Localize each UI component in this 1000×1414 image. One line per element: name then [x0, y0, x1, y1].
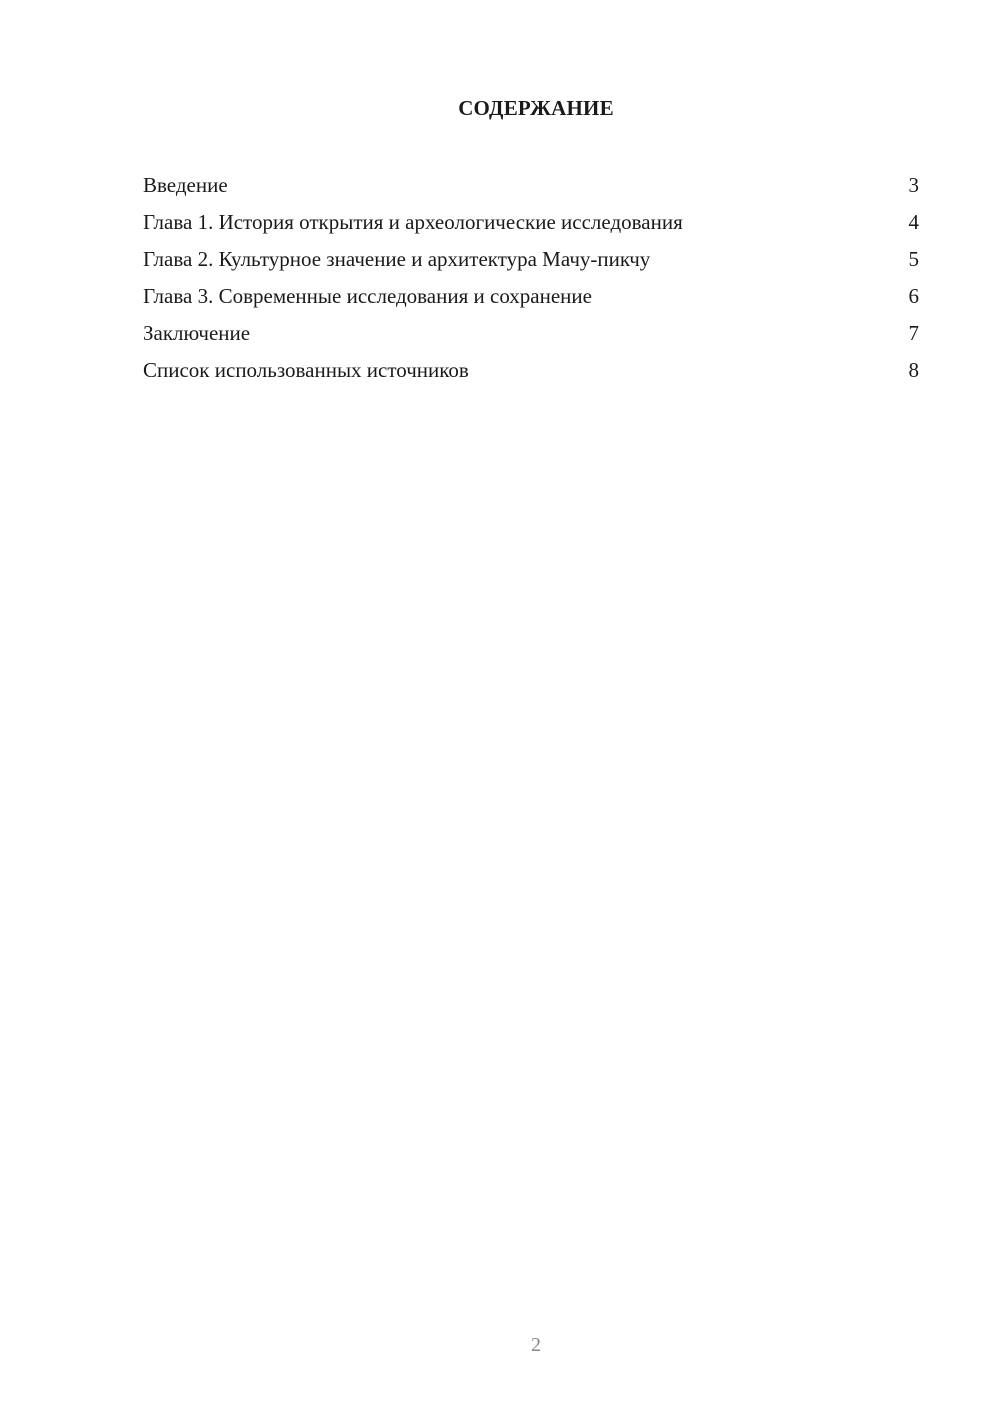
page-number: 2 — [531, 1334, 541, 1356]
toc-item-conclusion[interactable] — [143, 318, 919, 355]
toc-item-chapter-2[interactable] — [143, 244, 919, 281]
toc-item-chapter-3[interactable] — [143, 281, 919, 318]
toc-item-page: 5 — [908, 247, 919, 271]
toc-item-label: Список использованных источников — [143, 358, 469, 382]
toc-item-label: Глава 2. Культурное значение и архитектура Мачу-пикчу — [143, 247, 651, 271]
toc-item-label: Заключение — [143, 321, 251, 345]
toc-item-page: 6 — [908, 284, 919, 308]
toc-item-introduction[interactable] — [143, 170, 919, 207]
toc-item-references[interactable] — [143, 355, 919, 392]
toc-item-page: 4 — [908, 210, 919, 234]
table-of-contents — [143, 170, 919, 392]
toc-item-label: Глава 1. История открытия и археологические исследования — [143, 210, 683, 234]
toc-item-page: 8 — [908, 358, 919, 382]
page-title: СОДЕРЖАНИЕ — [458, 96, 614, 120]
toc-item-page: 7 — [908, 321, 919, 345]
toc-item-label: Глава 3. Современные исследования и сохранение — [143, 284, 592, 308]
toc-item-label: Введение — [143, 173, 228, 197]
toc-item-page: 3 — [908, 173, 919, 197]
toc-item-chapter-1[interactable] — [143, 207, 919, 244]
